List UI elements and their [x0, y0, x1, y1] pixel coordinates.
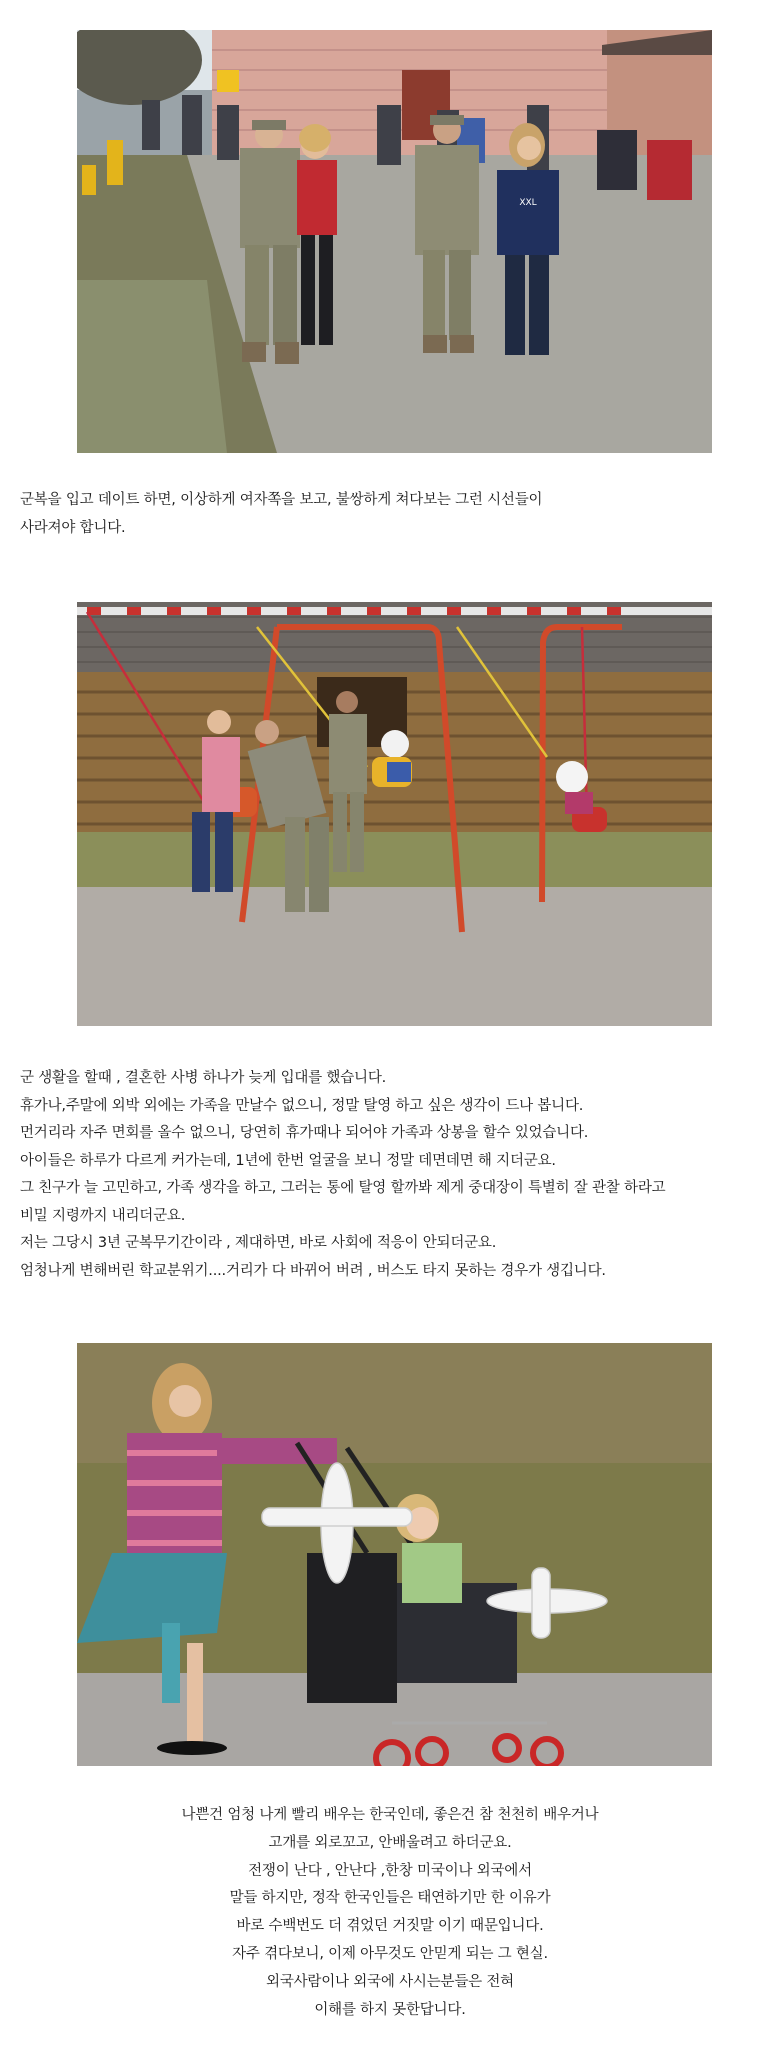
text-line: 엄청나게 변해버린 학교분위기....거리가 다 바뀌어 버려 , 버스도 타지 못하는 경우가 생깁니다. [20, 1262, 606, 1279]
photo-soldiers-walking-couples [77, 30, 712, 453]
text-line: 저는 그당시 3년 군복무기간이라 , 제대하면, 바로 사회에 적응이 안되더군요. [20, 1235, 497, 1251]
text-line: 휴가나,주말에 외박 외에는 가족을 만날수 없으니, 정말 탈영 하고 싶은 생각이 드나 봅니다. [20, 1097, 584, 1114]
text-line: 말들 하지만, 정작 한국인들은 태연하기만 한 이유가 [229, 1890, 551, 1907]
photo-soldiers-walking-couples-image [77, 30, 712, 453]
text-line: 군 생활을 할때 , 결혼한 사병 하나가 늦게 입대를 했습니다. [20, 1070, 387, 1086]
text-line: 먼거리라 자주 면회를 올수 없으니, 당연히 휴가때나 되어야 가족과 상봉을 할수 있었습니다. [20, 1125, 589, 1141]
text-line: 외국사람이나 외국에 사시는분들은 전혀 [266, 1973, 514, 1990]
text-line: 고개를 외로꼬고, 안배울려고 하더군요. [268, 1834, 512, 1851]
text-line: 이해를 하지 못한답니다. [314, 2001, 466, 2018]
text-line: 사라져야 합니다. [20, 519, 126, 536]
photo-playground-swings [77, 602, 712, 1026]
text-line: 전쟁이 난다 , 안난다 ,한창 미국이나 외국에서 [248, 1862, 532, 1879]
photo-girl-pushing-stroller-image [77, 1343, 712, 1766]
text-line: 그 친구가 늘 고민하고, 가족 생각을 하고, 그러는 통에 탈영 할까봐 제게 중대장이 특별히 잘 관찰 하라고 [20, 1180, 666, 1196]
photo-girl-pushing-stroller [77, 1343, 712, 1766]
text-line: 군복을 입고 데이트 하면, 이상하게 여자쪽을 보고, 불쌍하게 쳐다보는 그런 시선들이 [20, 492, 543, 508]
text-line: 비밀 지령까지 내리더군요. [20, 1207, 186, 1224]
paragraph-uniform-date [20, 487, 542, 542]
text-line: 바로 수백번도 더 겪었던 거짓말 이기 때문입니다. [236, 1918, 544, 1935]
text-line: 아이들은 하루가 다르게 커가는데, 1년에 한번 얼굴을 보니 정말 데면데면 해 지더군요. [20, 1152, 556, 1169]
photo-playground-swings-image [77, 602, 712, 1026]
paragraph-married-soldier-story [20, 1065, 665, 1285]
paragraph-korean-reflection [0, 1802, 780, 2024]
text-line: 자주 겪다보니, 이제 아무것도 안믿게 되는 그 현실. [232, 1945, 548, 1962]
text-line: 나쁜건 엄청 나게 빨리 배우는 한국인데, 좋은건 참 천천히 배우거나 [181, 1807, 599, 1823]
svg-text:XXL: XXL [519, 198, 537, 208]
